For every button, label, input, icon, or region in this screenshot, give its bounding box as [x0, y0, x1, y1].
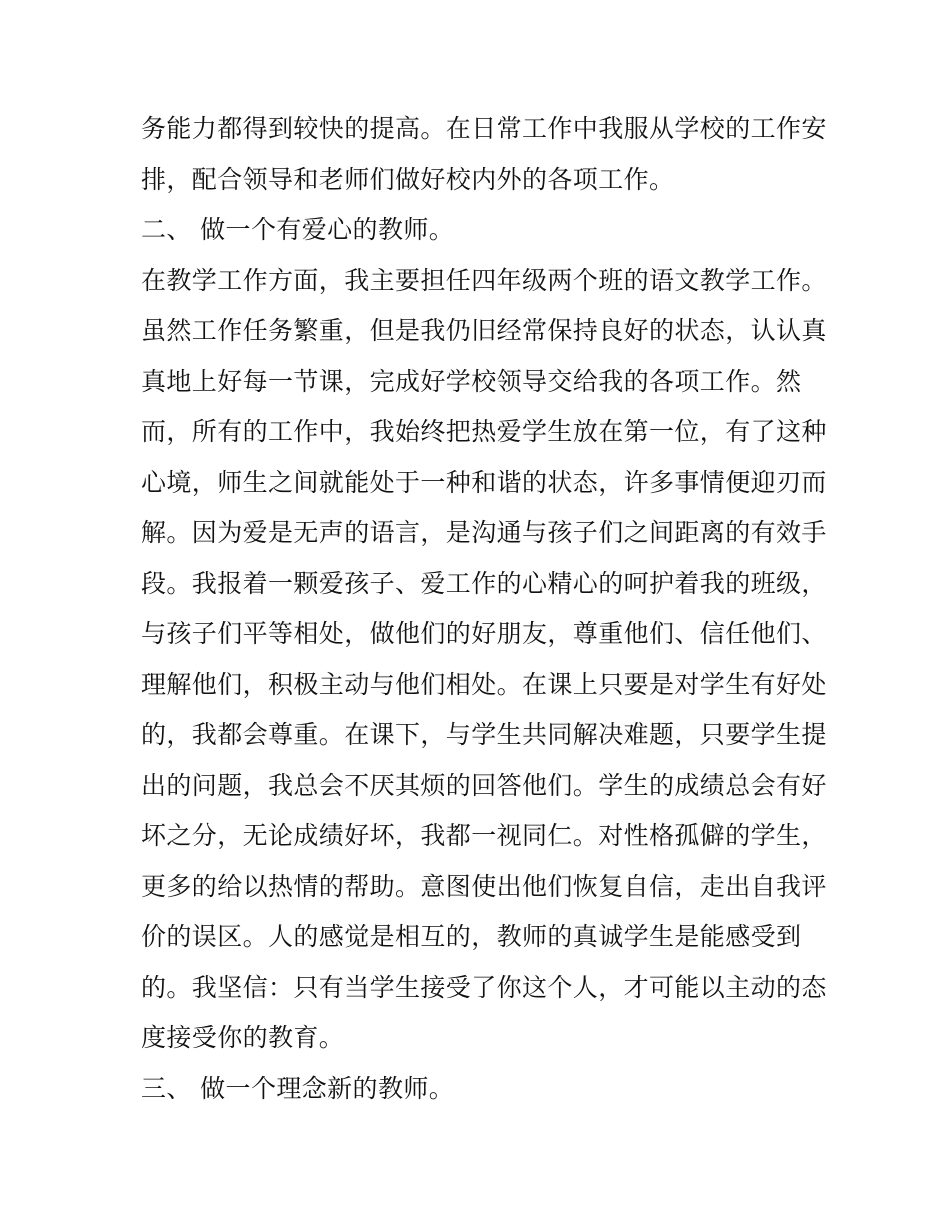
text-line: 的，我都会尊重。在课下，与学生共同解决难题，只要学生提 — [141, 720, 827, 749]
text-line: 在教学工作方面，我主要担任四年级两个班的语文教学工作。 — [141, 266, 827, 295]
text-line: 理解他们，积极主动与他们相处。在课上只要是对学生有好处 — [141, 670, 827, 699]
text-line: 心境，师生之间就能处于一种和谐的状态，许多事情便迎刃而 — [141, 468, 827, 497]
text-line: 而，所有的工作中，我始终把热爱学生放在第一位，有了这种 — [141, 417, 827, 446]
text-line: 坏之分，无论成绩好坏，我都一视同仁。对性格孤僻的学生， — [141, 821, 827, 850]
section-heading: 二、 做一个有爱心的教师。 — [141, 215, 455, 244]
text-line: 真地上好每一节课，完成好学校领导交给我的各项工作。然 — [141, 367, 802, 396]
text-line: 务能力都得到较快的提高。在日常工作中我服从学校的工作安 — [141, 114, 827, 143]
text-line: 出的问题，我总会不厌其烦的回答他们。学生的成绩总会有好 — [141, 771, 827, 800]
text-line: 排，配合领导和老师们做好校内外的各项工作。 — [141, 165, 675, 194]
text-line: 与孩子们平等相处，做他们的好朋友，尊重他们、信任他们、 — [141, 619, 827, 648]
text-line: 的。我坚信：只有当学生接受了你这个人，才可能以主动的态 — [141, 973, 827, 1002]
section-heading: 三、 做一个理念新的教师。 — [141, 1074, 455, 1103]
text-line: 价的误区。人的感觉是相互的，教师的真诚学生是能感受到 — [141, 922, 802, 951]
text-line: 更多的给以热情的帮助。意图使出他们恢复自信，走出自我评 — [141, 872, 827, 901]
text-line: 段。我报着一颗爱孩子、爱工作的心精心的呵护着我的班级， — [141, 569, 827, 598]
text-line: 虽然工作任务繁重，但是我仍旧经常保持良好的状态，认认真 — [141, 316, 827, 345]
text-line: 度接受你的教育。 — [141, 1023, 345, 1052]
text-line: 解。因为爱是无声的语言，是沟通与孩子们之间距离的有效手 — [141, 518, 827, 547]
